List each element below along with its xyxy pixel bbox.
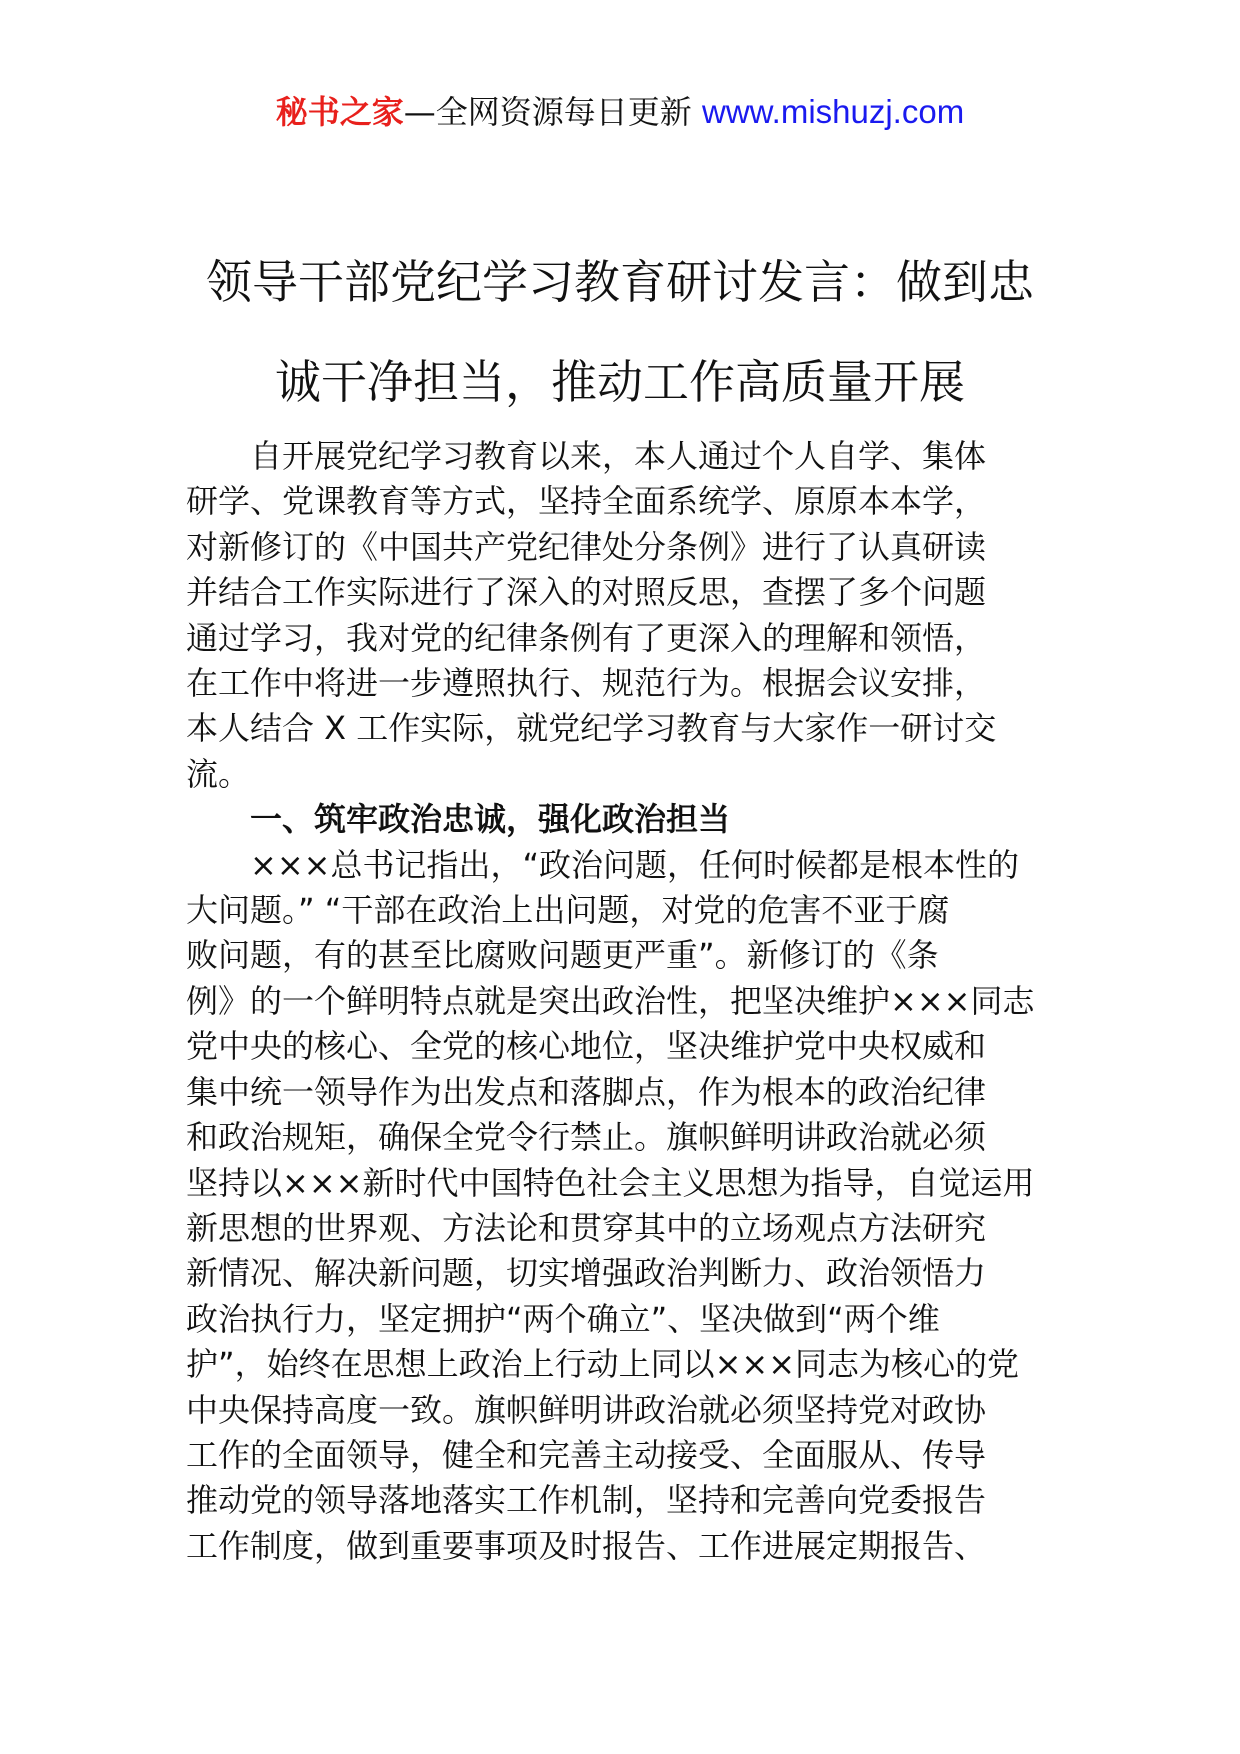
site-banner [0, 92, 1240, 132]
section-line: 例》的一个鲜明特点就是突出政治性，把坚决维护×××同志 [186, 981, 1035, 1020]
brand-name: 秘书之家 [275, 93, 404, 131]
section-line: ×××总书记指出，“政治问题，任何时候都是根本性的 [250, 845, 1020, 884]
section-line: 政治执行力，坚定拥护“两个确立”、坚决做到“两个维 [186, 1299, 940, 1338]
document-body [186, 434, 1054, 1569]
section-line: 党中央的核心、全党的核心地位，坚决维护党中央权威和 [186, 1027, 987, 1066]
section-line: 推动党的领导落地落实工作机制，坚持和完善向党委报告 [186, 1481, 987, 1520]
intro-line: 在工作中将进一步遵照执行、规范行为。根据会议安排， [186, 664, 987, 703]
section-line: 工作的全面领导，健全和完善主动接受、全面服从、传导 [186, 1435, 987, 1474]
banner-tagline: —全网资源每日更新 [403, 93, 692, 131]
section-line: 工作制度，做到重要事项及时报告、工作进展定期报告、 [186, 1526, 987, 1565]
section-line: 坚持以×××新时代中国特色社会主义思想为指导，自觉运用 [186, 1163, 1035, 1202]
section-1-paragraph [186, 843, 1054, 1570]
section-line: 中央保持高度一致。旗帜鲜明讲政治就必须坚持党对政协 [186, 1390, 987, 1429]
section-heading: 一、筑牢政治忠诚，强化政治担当 [250, 800, 731, 839]
section-line: 集中统一领导作为出发点和落脚点，作为根本的政治纪律 [186, 1072, 987, 1111]
section-line: 新情况、解决新问题，切实增强政治判断力、政治领悟力 [186, 1254, 987, 1293]
intro-line: 自开展党纪学习教育以来，本人通过个人自学、集体 [250, 437, 987, 475]
intro-line: 研学、党课教育等方式，坚持全面系统学、原原本本学， [186, 482, 987, 521]
section-line: 和政治规矩，确保全党令行禁止。旗帜鲜明讲政治就必须 [186, 1118, 987, 1157]
intro-paragraph [186, 434, 1054, 797]
intro-line: 本人结合 X 工作实际，就党纪学习教育与大家作一研讨交 [186, 709, 997, 748]
section-line: 护”，始终在思想上政治上行动上同以×××同志为核心的党 [186, 1345, 1020, 1384]
section-line: 败问题，有的甚至比腐败问题更严重”。新修订的《条 [186, 936, 939, 975]
title-line-1: 领导干部党纪学习教育研讨发言：做到忠 [206, 255, 1034, 309]
title-line-2: 诚干净担当，推动工作高质量开展 [275, 355, 965, 409]
intro-line: 通过学习，我对党的纪律条例有了更深入的理解和领悟， [186, 618, 987, 657]
intro-line: 并结合工作实际进行了深入的对照反思，查摆了多个问题 [186, 573, 987, 612]
intro-line: 流。 [186, 754, 251, 793]
document-title [150, 232, 1090, 432]
section-line: 大问题。” “干部在政治上出问题，对党的危害不亚于腐 [186, 891, 950, 930]
section-line: 新思想的世界观、方法论和贯穿其中的立场观点方法研究 [186, 1208, 987, 1247]
site-url-link[interactable]: www.mishuzj.com [701, 93, 965, 130]
intro-line: 对新修订的《中国共产党纪律处分条例》进行了认真研读 [186, 527, 987, 566]
